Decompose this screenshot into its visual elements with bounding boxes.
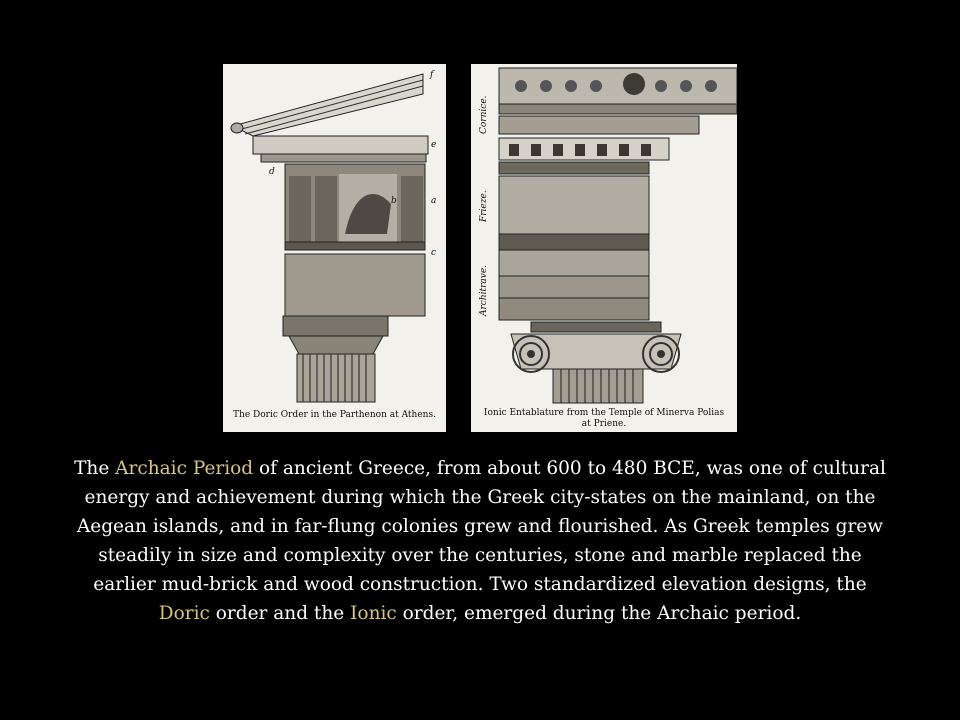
letter-c: c [431, 248, 437, 258]
label-architrave: Architrave. [479, 264, 489, 316]
label-cornice: Cornice. [479, 95, 489, 134]
ionic-entablature-illustration [471, 64, 737, 432]
doric-engraving [223, 64, 446, 432]
term-doric: Doric [158, 603, 210, 624]
doric-order-illustration [223, 64, 446, 432]
letter-b: b [391, 196, 397, 206]
ionic-caption-line1: Ionic Entablature from the Temple of Minerva Polias [483, 408, 725, 418]
doric-caption: The Doric Order in the Parthenon at Athens. [233, 410, 436, 420]
ionic-engraving [471, 64, 737, 432]
text-segment: order and the [209, 603, 351, 624]
letter-f: f [430, 70, 434, 80]
text-segment: of ancient Greece, from about 600 to 480 BCE, was one of cultural energy and achievement during which the Greek city-states on the mainland, on the Aegean islands, and in far-flung colonies grew and flourished. As Greek temples grew steadily in size and complexity over the centuries, stone and marble replaced the earlier mud-brick and wood construction. Two standardized elevation designs, the [76, 458, 886, 595]
text-segment: The [74, 458, 116, 479]
description-paragraph [68, 454, 892, 628]
letter-e: e [431, 140, 437, 150]
letter-d: d [269, 167, 275, 177]
letter-a: a [431, 196, 437, 206]
text-segment: order, emerged during the Archaic period. [396, 603, 802, 624]
term-ionic: Ionic [350, 603, 397, 624]
term-archaic-period: Archaic Period [115, 458, 254, 479]
label-frieze: Frieze. [479, 190, 489, 222]
ionic-caption-line2: at Priene. [581, 419, 627, 429]
